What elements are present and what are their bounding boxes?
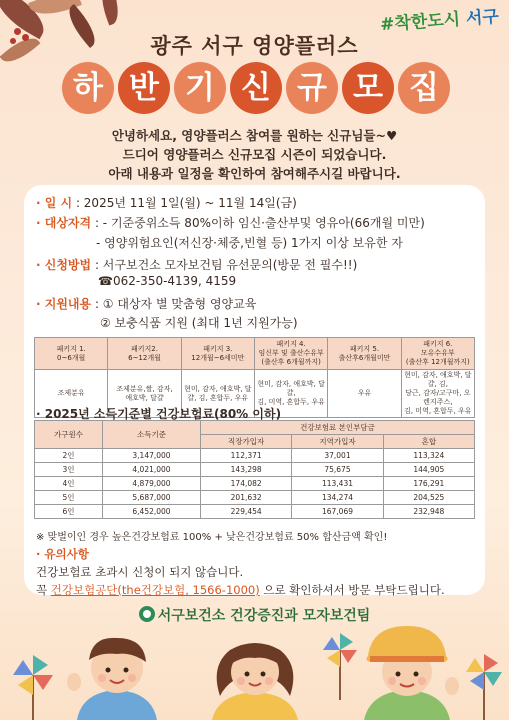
table-row <box>35 491 475 505</box>
period-row <box>36 194 297 211</box>
table-cell: 113,431 <box>292 477 383 491</box>
package-header: 패키지 5. 출산후6개월미만 <box>328 338 401 370</box>
title-char: 모 <box>342 62 394 114</box>
slogan-text: #착한도시 <box>379 9 462 36</box>
title-char: 기 <box>174 62 226 114</box>
header-household: 가구원수 <box>35 421 103 449</box>
phone-number: ☎062-350-4139, 4159 <box>98 274 237 288</box>
table-cell: 134,274 <box>292 491 383 505</box>
table-cell: 112,371 <box>201 449 292 463</box>
apply-value: : 서구보건소 모자보건팀 유선문의(방문 전 필수!!) <box>94 258 358 272</box>
table-cell: 3,147,000 <box>103 449 201 463</box>
pinwheel-icon <box>462 650 506 720</box>
header-employee: 직장가입자 <box>201 435 292 449</box>
content-label: · 지원내용 <box>36 297 92 311</box>
table-cell: 232,948 <box>383 505 474 519</box>
pinwheel-icon <box>8 650 58 720</box>
package-cell: 현미, 감자, 애호박, 달걀, 김, 미역, 혼합두, 우유 <box>254 370 327 418</box>
intro-text <box>0 126 509 183</box>
table-cell: 5,687,000 <box>103 491 201 505</box>
package-header: 패키지 3. 12개월~6세미만 <box>181 338 254 370</box>
page-subtitle: 광주 서구 영양플러스 <box>150 34 359 58</box>
period-label: · 일 시 <box>36 196 73 210</box>
package-header: 패키지 1. 0~6개월 <box>35 338 108 370</box>
insurance-table <box>34 420 475 519</box>
caution-text: 으로 확인하셔서 방문 부탁드립니다. <box>259 583 445 597</box>
table-cell: 229,454 <box>201 505 292 519</box>
title-char: 반 <box>118 62 170 114</box>
table-cell: 6,452,000 <box>103 505 201 519</box>
package-cell: 현미, 감자, 애호박, 달걀, 김, 당근, 감자/고구마, 오렌지주스, 김, 미역, 혼합두, 우유 <box>401 370 474 418</box>
target-row <box>36 214 425 231</box>
insurance-link[interactable]: 건강보험공단(the건강보험, 1566-1000) <box>50 583 260 597</box>
table-row <box>35 477 475 491</box>
table-cell: 6인 <box>35 505 103 519</box>
insurance-section-title: · 2025년 소득기준별 건강보험료(80% 이하) <box>36 407 282 421</box>
content-line: : ① 대상자 별 맞춤형 영양교육 <box>94 297 257 311</box>
child-illustration <box>62 630 172 720</box>
org-logo-icon <box>139 606 155 622</box>
caution-title: · 유의사항 <box>36 547 89 561</box>
table-cell: 176,291 <box>383 477 474 491</box>
package-header: 패키지 6. 모유수유부 (출산후 12개월까지) <box>401 338 474 370</box>
content-row <box>36 295 256 312</box>
intro-line: 아래 내용과 일정을 확인하여 참여해주시길 바랍니다. <box>108 166 401 181</box>
table-cell: 143,298 <box>201 463 292 477</box>
table-cell: 5인 <box>35 491 103 505</box>
table-row <box>35 463 475 477</box>
table-row <box>35 449 475 463</box>
table-cell: 201,632 <box>201 491 292 505</box>
table-cell: 4,879,000 <box>103 477 201 491</box>
page-title <box>62 62 452 118</box>
table-cell: 4인 <box>35 477 103 491</box>
child-illustration <box>200 636 310 720</box>
table-cell: 75,675 <box>292 463 383 477</box>
caution-text: 꼭 <box>36 583 51 597</box>
title-char: 신 <box>230 62 282 114</box>
table-cell: 37,001 <box>292 449 383 463</box>
package-cell: 조제분유,쌀, 감자, 애호박, 달걀 <box>108 370 181 418</box>
income-note: ※ 맞벌이인 경우 높은건강보험료 100% + 낮은건강보험료 50% 합산금액 확인! <box>36 532 388 543</box>
table-cell: 174,082 <box>201 477 292 491</box>
header-premium-group: 건강보험료 본인부담금 <box>201 421 475 435</box>
package-cell: 우유 <box>328 370 401 418</box>
intro-line: 안녕하세요, 영양플러스 참여를 원하는 신규님들~♥ <box>111 128 398 143</box>
title-char: 규 <box>286 62 338 114</box>
table-cell: 113,324 <box>383 449 474 463</box>
package-header: 패키지2. 6~12개월 <box>108 338 181 370</box>
slogan-district: 서구 <box>465 6 500 30</box>
apply-row <box>36 256 357 273</box>
table-cell: 204,525 <box>383 491 474 505</box>
table-row <box>35 505 475 519</box>
header-income: 소득기준 <box>103 421 201 449</box>
table-cell: 2인 <box>35 449 103 463</box>
package-cell: 현미, 감자, 애호박, 달 걀, 김, 혼합두, 우유 <box>181 370 254 418</box>
header-local: 지역가입자 <box>292 435 383 449</box>
header-mixed: 혼합 <box>383 435 474 449</box>
title-char: 하 <box>62 62 114 114</box>
title-char: 집 <box>398 62 450 114</box>
child-illustration <box>352 620 462 720</box>
target-label: · 대상자격 <box>36 216 92 230</box>
intro-line: 드디어 영양플러스 신규모집 시즌이 되었습니다. <box>122 147 387 162</box>
target-line: : - 기준중위소득 80%이하 임신·출산부및 영유아(66개월 미만) <box>94 216 425 230</box>
apply-label: · 신청방법 <box>36 258 92 272</box>
table-cell: 167,069 <box>292 505 383 519</box>
content-line: ② 보충식품 지원 (최대 1년 지원가능) <box>100 316 298 330</box>
package-cell: 조제분유 <box>35 370 108 418</box>
table-cell: 4,021,000 <box>103 463 201 477</box>
period-value: : 2025년 11월 1일(월) ~ 11월 14일(금) <box>75 196 297 210</box>
org-name: 서구보건소 건강증진과 모자보건팀 <box>157 608 371 624</box>
target-line: - 영양위험요인(저신장·체중,빈혈 등) 1가지 이상 보유한 자 <box>96 236 403 250</box>
table-cell: 144,905 <box>383 463 474 477</box>
table-cell: 3인 <box>35 463 103 477</box>
caution-line <box>36 582 445 598</box>
caution-line: 건강보험료 초과시 신청이 되지 않습니다. <box>36 565 244 579</box>
package-header: 패키지 4. 임신부 및 출산수유부 (출산후 6개월까지) <box>254 338 327 370</box>
